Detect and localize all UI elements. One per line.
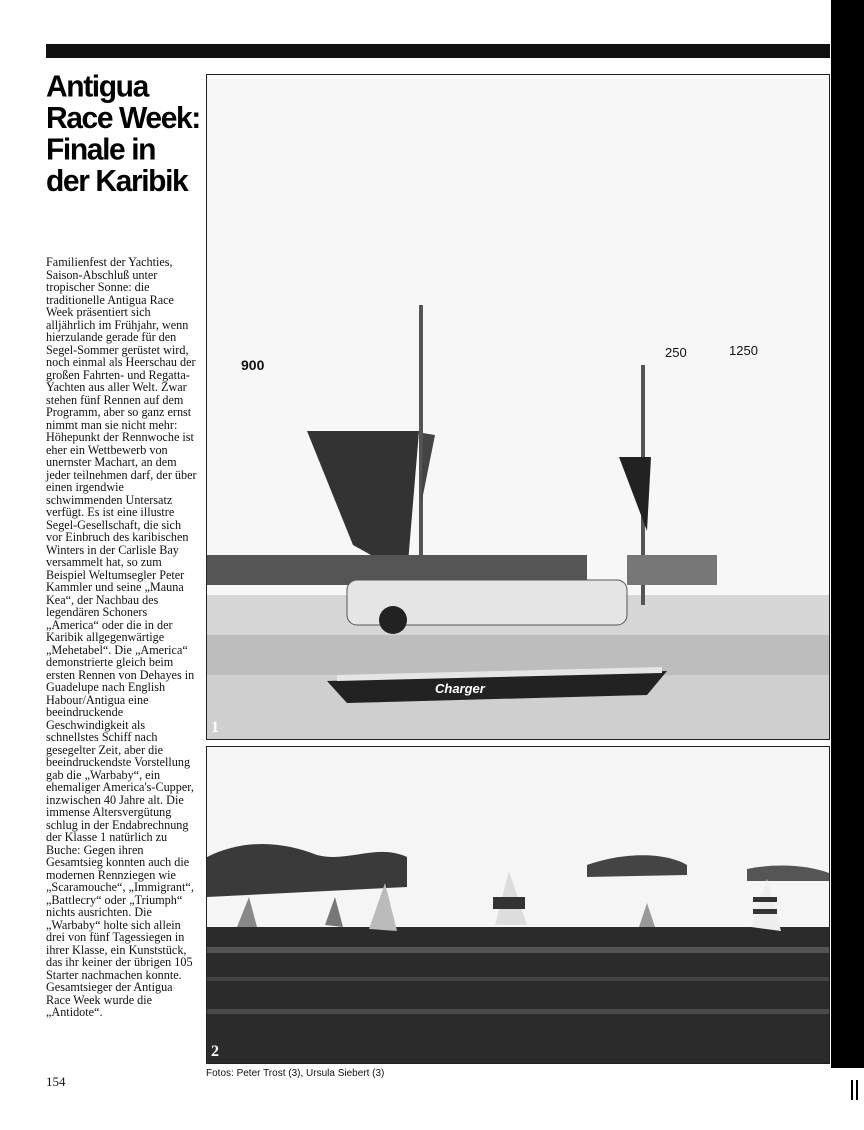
photo-regatta-yachts (206, 74, 830, 740)
photo-number-1: 1 (211, 719, 219, 736)
photo-2-illustration (207, 747, 829, 1063)
header-rule (46, 44, 830, 58)
sail-number-250: 250 (665, 345, 687, 360)
sail-number-1250: 1250 (729, 343, 758, 358)
page-number: 154 (46, 1074, 66, 1089)
article-body: Familienfest der Yachties, Saison-Abschluß unter tropischer Sonne: die traditionelle Antigua Race Week präsentiert sich alljährlich im Frühjahr, wenn hierzulande gerade für den Segel-Sommer gerüstet wird, noch einmal als Heerschau der großen Fahrten- und Regatta-Yachten aus aller Welt. Zwar stehen fünf Rennen auf dem Programm, aber so ganz ernst nimmt man sie nicht mehr: Höhepunkt der Rennwoche ist eher ein Wettbewerb von unernster Machart, an dem jeder teilnehmen darf, der über einen irgendwie schwimmenden Untersatz verfügt. Es ist eine illustre Segel-Gesellschaft, die sich vor Einbruch des karibischen Winters in der Carlisle Bay versammelt hat, so zum Beispiel Weltumsegler Peter Kammler und seine „Mauna Kea“, der Nachbau des legendären Schoners „America“ oder die in der Karibik allgegenwärtige „Mehetabel“. Die „America“ demonstrierte gleich beim ersten Rennen von Dehayes in Guadelupe nach English Habour/Antigua eine beeindruckende Geschwindigkeit als schnellstes Schiff nach gesegelter Zeit, aber die beeindruckendste Vorstellung gab die „Warbaby“, ein ehemaliger America's-Cupper, inzwischen 40 Jahre alt. Die immense Altersvergütung schlug in der Endabrechnung der Klasse 1 natürlich zu Buche: Gegen ihren Gesamtsieg konnten auch die modernen Rennziegen wie „Scaramouche“, „Immigrant“, „Battlecry“ oder „Triumph“ nichts ausrichten. Die „Warbaby“ holte sich allein drei von fünf Tagessiegen in ihrer Klasse, ein Kunststück, das ihr keiner der übrigen 105 Starter nachmachen konnte. Gesamtsieger der Antigua Race Week wurde die „Antidote“. (46, 255, 197, 1019)
sail-number-900: 900 (241, 357, 265, 373)
photo-sailing-fleet (206, 746, 830, 1064)
photo-number-2: 2 (211, 1043, 219, 1060)
photo-1-illustration (207, 75, 829, 739)
article-headline: Antigua Race Week: Finale in der Karibik (46, 69, 200, 199)
page-edge (831, 0, 864, 1130)
hull-lettering: Charger (435, 681, 485, 696)
photo-credits: Fotos: Peter Trost (3), Ursula Siebert (3) (206, 1068, 385, 1079)
